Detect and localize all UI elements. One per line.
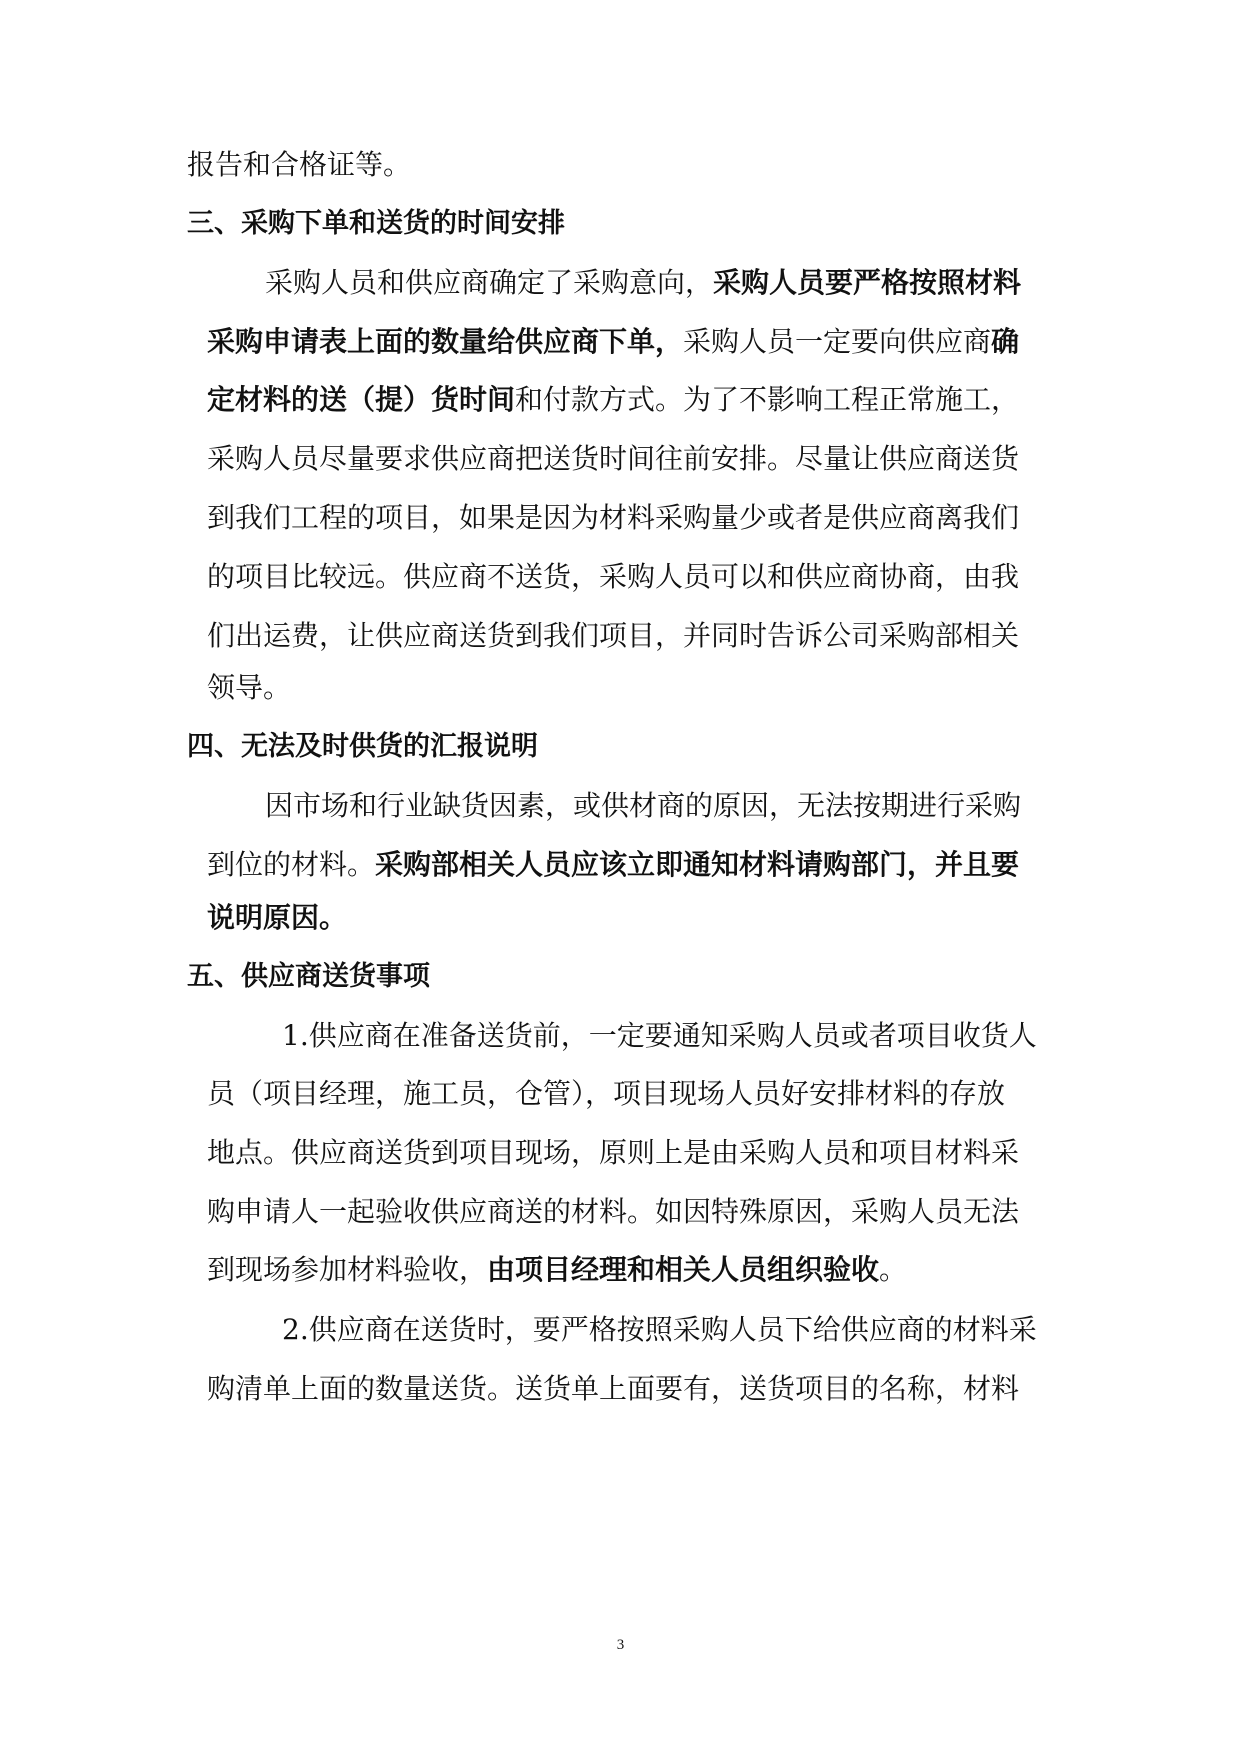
paragraph-line: [207, 439, 1020, 479]
page-number: 3: [616, 1637, 625, 1653]
bold-text: 五、供应商送货事项: [187, 961, 430, 992]
bold-text: 定材料的送（提）货时间: [207, 383, 516, 416]
paragraph-line: [207, 1192, 1020, 1232]
paragraph-line: [207, 557, 1020, 597]
paragraph-line: [207, 1133, 1020, 1173]
text-segment: 和付款方式。为了不影响工程正常施工，: [515, 383, 1020, 416]
text-segment: 到现场参加材料验收，: [207, 1253, 488, 1286]
bold-text: 确: [991, 325, 1020, 358]
text-segment: 采购人员一定要向供应商: [683, 325, 992, 358]
text-segment: 地点。供应商送货到项目现场，原则上是由采购人员和项目材料采: [207, 1136, 1020, 1169]
paragraph-line: [265, 786, 1022, 826]
paragraph-line: [207, 898, 347, 938]
paragraph-line: [207, 845, 1020, 885]
paragraph-line: [187, 145, 411, 185]
text-segment: 。: [879, 1253, 908, 1286]
paragraph-line: [207, 322, 1020, 362]
text-segment: 2.供应商在送货时，要严格按照采购人员下给供应商的材料采: [282, 1313, 1037, 1346]
text-segment: 领导。: [207, 671, 292, 704]
text-segment: 报告和合格证等。: [187, 148, 412, 181]
paragraph-line: [282, 1310, 1037, 1350]
bold-text: 四、无法及时供货的汇报说明: [187, 731, 538, 762]
section-heading: [187, 204, 565, 244]
text-segment: 到位的材料。: [207, 848, 376, 881]
paragraph-line: [207, 1250, 907, 1290]
text-segment: 员（项目经理，施工员，仓管），项目现场人员好安排材料的存放: [207, 1077, 1006, 1110]
text-segment: 们出运费，让供应商送货到我们项目，并同时告诉公司采购部相关: [207, 619, 1020, 652]
text-segment: 购清单上面的数量送货。送货单上面要有，送货项目的名称，材料: [207, 1372, 1020, 1405]
text-segment: 1.供应商在准备送货前，一定要通知采购人员或者项目收货人: [282, 1019, 1037, 1052]
paragraph-line: [207, 668, 291, 708]
section-heading: [187, 727, 538, 767]
paragraph-line: [207, 1369, 1020, 1409]
text-segment: 因市场和行业缺货因素，或供材商的原因，无法按期进行采购: [265, 789, 1022, 822]
bold-text: 采购部相关人员应该立即通知材料请购部门，并且要: [375, 848, 1020, 881]
text-segment: 购申请人一起验收供应商送的材料。如因特殊原因，采购人员无法: [207, 1195, 1020, 1228]
paragraph-line: [207, 1074, 1006, 1114]
text-segment: 采购人员和供应商确定了采购意向，: [265, 266, 714, 299]
text-segment: 的项目比较远。供应商不送货，采购人员可以和供应商协商，由我: [207, 560, 1020, 593]
paragraph-line: [282, 1016, 1037, 1056]
bold-text: 采购申请表上面的数量给供应商下单，: [207, 325, 684, 358]
bold-text: 由项目经理和相关人员组织验收: [487, 1253, 880, 1286]
bold-text: 说明原因。: [207, 901, 348, 934]
section-heading: [187, 957, 430, 997]
paragraph-line: [207, 616, 1020, 656]
bold-text: 采购人员要严格按照材料: [713, 266, 1022, 299]
paragraph-line: [207, 498, 1020, 538]
paragraph-line: [207, 380, 1020, 420]
paragraph-line: [265, 263, 1022, 303]
bold-text: 三、采购下单和送货的时间安排: [187, 208, 565, 239]
text-segment: 到我们工程的项目，如果是因为材料采购量少或者是供应商离我们: [207, 501, 1020, 534]
text-segment: 采购人员尽量要求供应商把送货时间往前安排。尽量让供应商送货: [207, 442, 1020, 475]
